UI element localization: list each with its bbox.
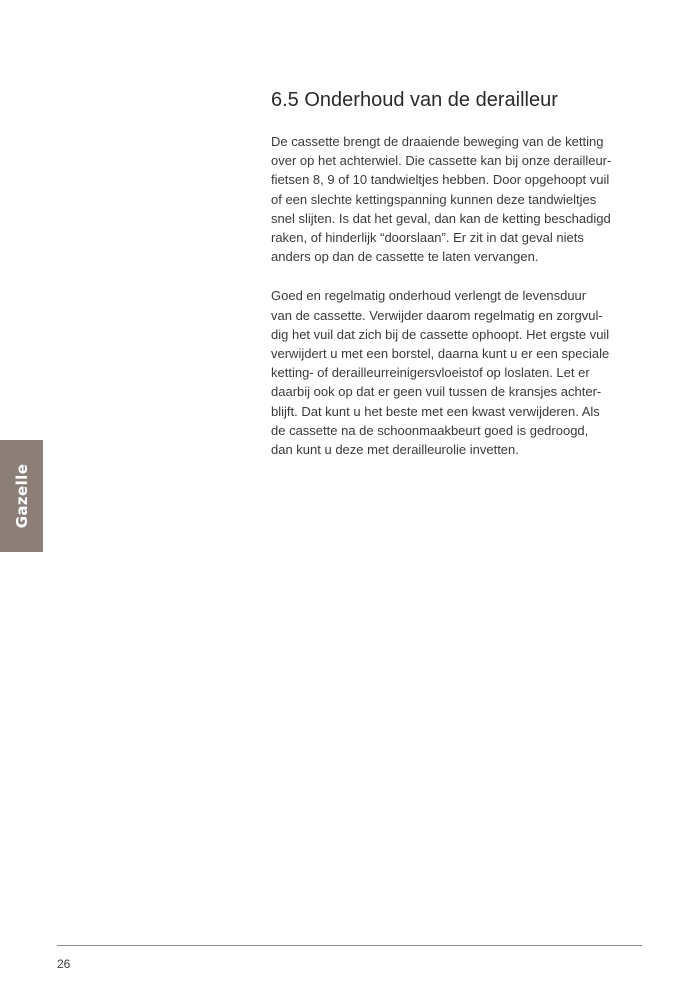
text-line: blijft. Dat kunt u het beste met een kwast verwijderen. Als bbox=[271, 403, 600, 419]
text-line: Goed en regelmatig onderhoud verlengt de levensduur bbox=[271, 288, 587, 304]
section-content bbox=[271, 88, 646, 479]
text-line: fietsen 8, 9 of 10 tandwieltjes hebben. Door opgehoopt vuil bbox=[271, 172, 610, 188]
text-line: van de cassette. Verwijder daarom regelmatig en zorgvul- bbox=[271, 307, 603, 323]
text-line: dan kunt u deze met derailleurolie invetten. bbox=[271, 442, 519, 458]
text-line: ketting- of derailleurreinigersvloeistof op loslaten. Let er bbox=[271, 365, 590, 381]
text-line: of een slechte kettingspanning kunnen deze tandwieltjes bbox=[271, 191, 597, 207]
brand-side-tab-label: Gazelle bbox=[12, 463, 31, 529]
page-number: 26 bbox=[57, 957, 71, 971]
text-line: de cassette na de schoonmaakbeurt goed is gedroogd, bbox=[271, 422, 589, 438]
text-line: dig het vuil dat zich bij de cassette ophoopt. Het ergste vuil bbox=[271, 326, 610, 342]
section-title: 6.5 Onderhoud van de derailleur bbox=[271, 89, 558, 111]
text-line: De cassette brengt de draaiende beweging van de ketting bbox=[271, 134, 604, 149]
text-line: daarbij ook op dat er geen vuil tussen de kransjes achter- bbox=[271, 384, 602, 400]
text-line: verwijdert u met een borstel, daarna kunt u er een speciale bbox=[271, 346, 610, 362]
text-line: raken, of hinderlijk “doorslaan”. Er zit in dat geval niets bbox=[271, 230, 584, 246]
text-line: anders op dan de cassette te laten vervangen. bbox=[271, 249, 539, 265]
footer-divider bbox=[57, 945, 642, 946]
text-line: snel slijten. Is dat het geval, dan kan de ketting beschadigd bbox=[271, 210, 611, 226]
paragraph-cassette-intro bbox=[271, 132, 646, 266]
brand-side-tab bbox=[0, 440, 43, 552]
text-line: over op het achterwiel. Die cassette kan bij onze derailleur- bbox=[271, 153, 612, 169]
paragraph-cassette-maintenance bbox=[271, 286, 646, 459]
